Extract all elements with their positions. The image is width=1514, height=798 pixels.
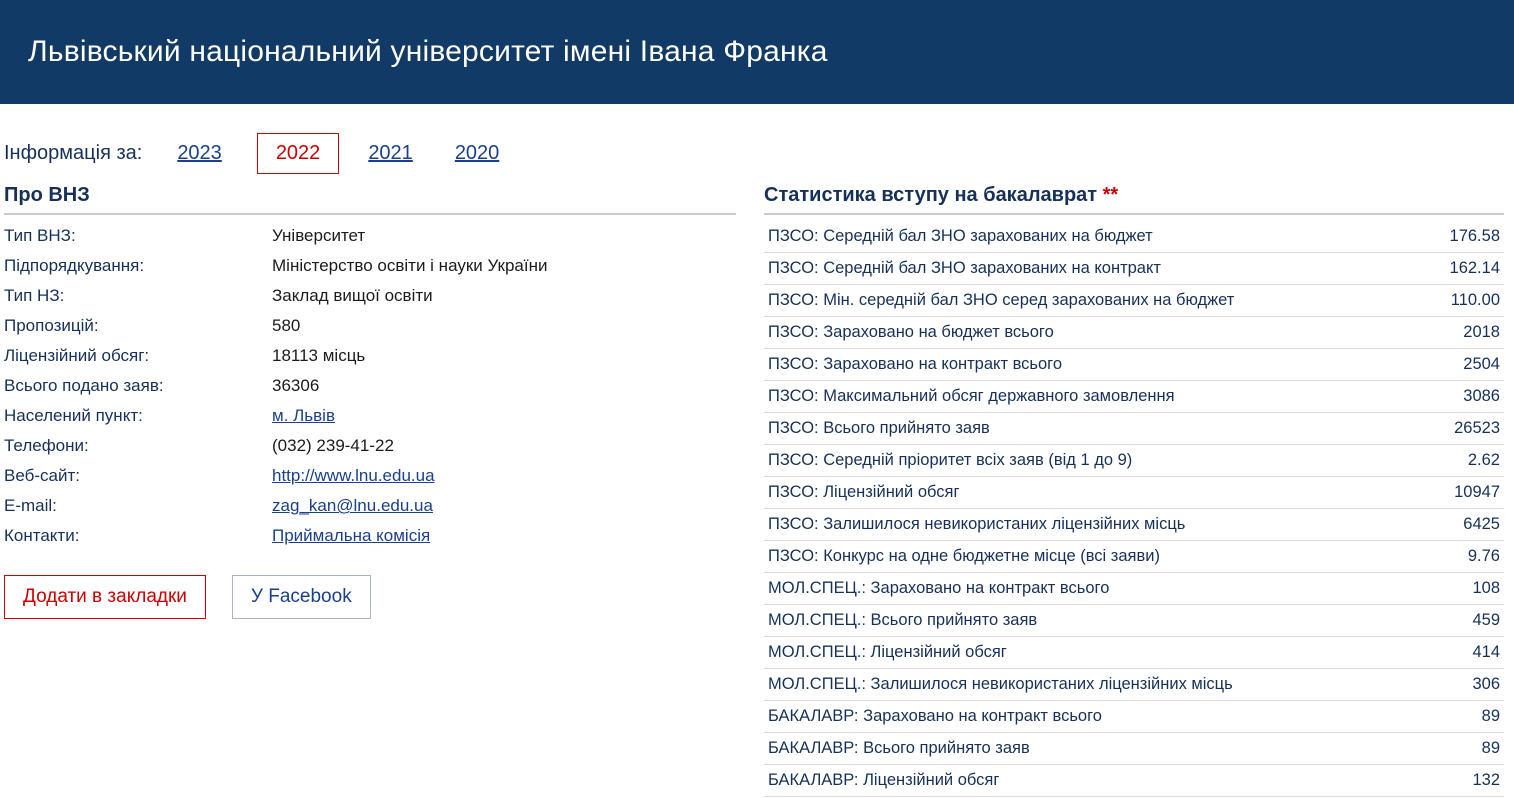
about-row-label: Населений пункт: <box>4 406 143 425</box>
stats-row-label: ПЗСО: Середній бал ЗНО зарахованих на контракт <box>768 259 1161 277</box>
stats-row <box>764 349 1504 381</box>
about-row <box>4 401 736 431</box>
about-row-link[interactable]: zag_kan@lnu.edu.ua <box>272 496 433 515</box>
about-section-title: Про ВНЗ <box>4 184 736 215</box>
stats-row-label: МОЛ.СПЕЦ.: Всього прийнято заяв <box>768 611 1038 629</box>
stats-row-label: ПЗСО: Всього прийнято заяв <box>768 419 990 437</box>
action-buttons <box>4 575 764 619</box>
stats-row <box>764 605 1504 637</box>
stats-row <box>764 221 1504 253</box>
stats-row <box>764 701 1504 733</box>
stats-row-label: МОЛ.СПЕЦ.: Залишилося невикористаних ліцензійних місць <box>768 675 1233 693</box>
stats-row-label: БАКАЛАВР: Всього прийнято заяв <box>768 739 1030 757</box>
facebook-button[interactable]: У Facebook <box>232 575 371 619</box>
about-row <box>4 371 736 401</box>
about-row-value[interactable] <box>272 521 736 551</box>
about-row <box>4 341 736 371</box>
stats-row <box>764 413 1504 445</box>
stats-row-value: 108 <box>1472 579 1500 597</box>
about-row <box>4 491 736 521</box>
stats-row <box>764 253 1504 285</box>
site-header <box>0 0 1514 104</box>
year-link-2021[interactable]: 2021 <box>368 141 413 164</box>
about-row <box>4 221 736 251</box>
stats-row <box>764 573 1504 605</box>
stats-row-value: 306 <box>1472 675 1500 693</box>
stats-row-value: 176.58 <box>1449 227 1500 245</box>
stats-section-title-text: Статистика вступу на бакалаврат <box>764 184 1098 206</box>
stats-table <box>764 221 1504 797</box>
about-row-value: 580 <box>272 316 301 335</box>
year-selector-label: Інформація за: <box>4 141 143 164</box>
stats-row-value: 10947 <box>1454 483 1500 501</box>
about-row <box>4 521 736 551</box>
stats-row-value: 9.76 <box>1467 547 1500 565</box>
stats-row-label: ПЗСО: Зараховано на бюджет всього <box>768 323 1054 341</box>
about-row <box>4 311 736 341</box>
stats-row <box>764 765 1504 797</box>
stats-row-label: БАКАЛАВР: Зараховано на контракт всього <box>768 707 1102 725</box>
page-title: Львівський національний університет імені Івана Франка <box>28 35 828 68</box>
about-row <box>4 431 736 461</box>
about-row-value: Університет <box>272 226 366 245</box>
stats-row <box>764 637 1504 669</box>
about-row-label: Телефони: <box>4 436 89 455</box>
stats-row-value: 6425 <box>1463 515 1500 533</box>
stats-row-value: 459 <box>1472 611 1500 629</box>
stats-row-label: ПЗСО: Середній бал ЗНО зарахованих на бюджет <box>768 227 1153 245</box>
stats-row-value: 162.14 <box>1449 259 1500 277</box>
about-row-link[interactable]: http://www.lnu.edu.ua <box>272 466 435 485</box>
about-info-table <box>4 221 736 551</box>
stats-row-value: 414 <box>1472 643 1500 661</box>
about-row-link[interactable]: м. Львів <box>272 406 335 425</box>
about-row <box>4 251 736 281</box>
stats-row-value: 89 <box>1481 739 1500 757</box>
stats-footnote-marker: ** <box>1102 184 1119 206</box>
stats-row <box>764 285 1504 317</box>
about-row-label: E-mail: <box>4 496 57 515</box>
about-row-value: 18113 місць <box>272 346 366 365</box>
about-row <box>4 461 736 491</box>
stats-row <box>764 477 1504 509</box>
stats-row-label: ПЗСО: Конкурс на одне бюджетне місце (всі заяви) <box>768 547 1160 565</box>
about-row-value[interactable] <box>272 491 736 521</box>
about-row-value: (032) 239-41-22 <box>272 436 394 455</box>
stats-row-label: МОЛ.СПЕЦ.: Ліцензійний обсяг <box>768 643 1007 661</box>
about-row-label: Тип НЗ: <box>4 286 65 305</box>
about-row-link[interactable]: Приймальна комісія <box>272 526 431 545</box>
about-row-value: Заклад вищої освіти <box>272 286 433 305</box>
year-link-2023[interactable]: 2023 <box>177 141 222 164</box>
about-column <box>0 184 764 797</box>
stats-row-label: МОЛ.СПЕЦ.: Зараховано на контракт всього <box>768 579 1110 597</box>
about-row-label: Веб-сайт: <box>4 466 80 485</box>
about-row-label: Ліцензійний обсяг: <box>4 346 150 365</box>
stats-row <box>764 317 1504 349</box>
stats-row-label: ПЗСО: Зараховано на контракт всього <box>768 355 1063 373</box>
stats-column <box>764 184 1508 797</box>
stats-row-value: 2504 <box>1463 355 1500 373</box>
add-bookmark-button[interactable]: Додати в закладки <box>4 575 206 619</box>
stats-row-value: 2018 <box>1463 323 1500 341</box>
year-links <box>170 133 534 174</box>
stats-row-value: 132 <box>1472 771 1500 789</box>
stats-row-label: ПЗСО: Ліцензійний обсяг <box>768 483 960 501</box>
about-row-value: Міністерство освіти і науки України <box>272 256 548 275</box>
stats-row <box>764 445 1504 477</box>
stats-row <box>764 733 1504 765</box>
stats-section-title <box>764 184 1504 215</box>
stats-row-value: 89 <box>1481 707 1500 725</box>
year-selector <box>0 104 1514 176</box>
stats-row-value: 26523 <box>1454 419 1500 437</box>
stats-row <box>764 509 1504 541</box>
about-row-label: Підпорядкування: <box>4 256 145 275</box>
about-row-value[interactable] <box>272 401 736 431</box>
stats-row <box>764 669 1504 701</box>
about-row-label: Всього подано заяв: <box>4 376 164 395</box>
stats-row-label: ПЗСО: Залишилося невикористаних ліцензійних місць <box>768 515 1186 533</box>
stats-row <box>764 541 1504 573</box>
stats-row-value: 110.00 <box>1450 291 1500 309</box>
stats-row-value: 3086 <box>1463 387 1500 405</box>
year-link-2022[interactable]: 2022 <box>257 133 340 174</box>
stats-row-label: ПЗСО: Середній пріоритет всіх заяв (від 1 до 9) <box>768 451 1133 469</box>
stats-row-label: БАКАЛАВР: Ліцензійний обсяг <box>768 771 1000 789</box>
about-row-label: Контакти: <box>4 526 80 545</box>
main-content <box>0 176 1514 797</box>
about-row <box>4 281 736 311</box>
about-row-value: 36306 <box>272 376 320 395</box>
stats-row-label: ПЗСО: Мін. середній бал ЗНО серед зарахованих на бюджет <box>768 291 1235 309</box>
stats-row-value: 2.62 <box>1467 451 1500 469</box>
about-row-value[interactable] <box>272 461 736 491</box>
stats-row <box>764 381 1504 413</box>
about-row-label: Тип ВНЗ: <box>4 226 76 245</box>
year-link-2020[interactable]: 2020 <box>454 141 500 164</box>
about-row-label: Пропозицій: <box>4 316 99 335</box>
stats-row-label: ПЗСО: Максимальний обсяг державного замовлення <box>768 387 1175 405</box>
